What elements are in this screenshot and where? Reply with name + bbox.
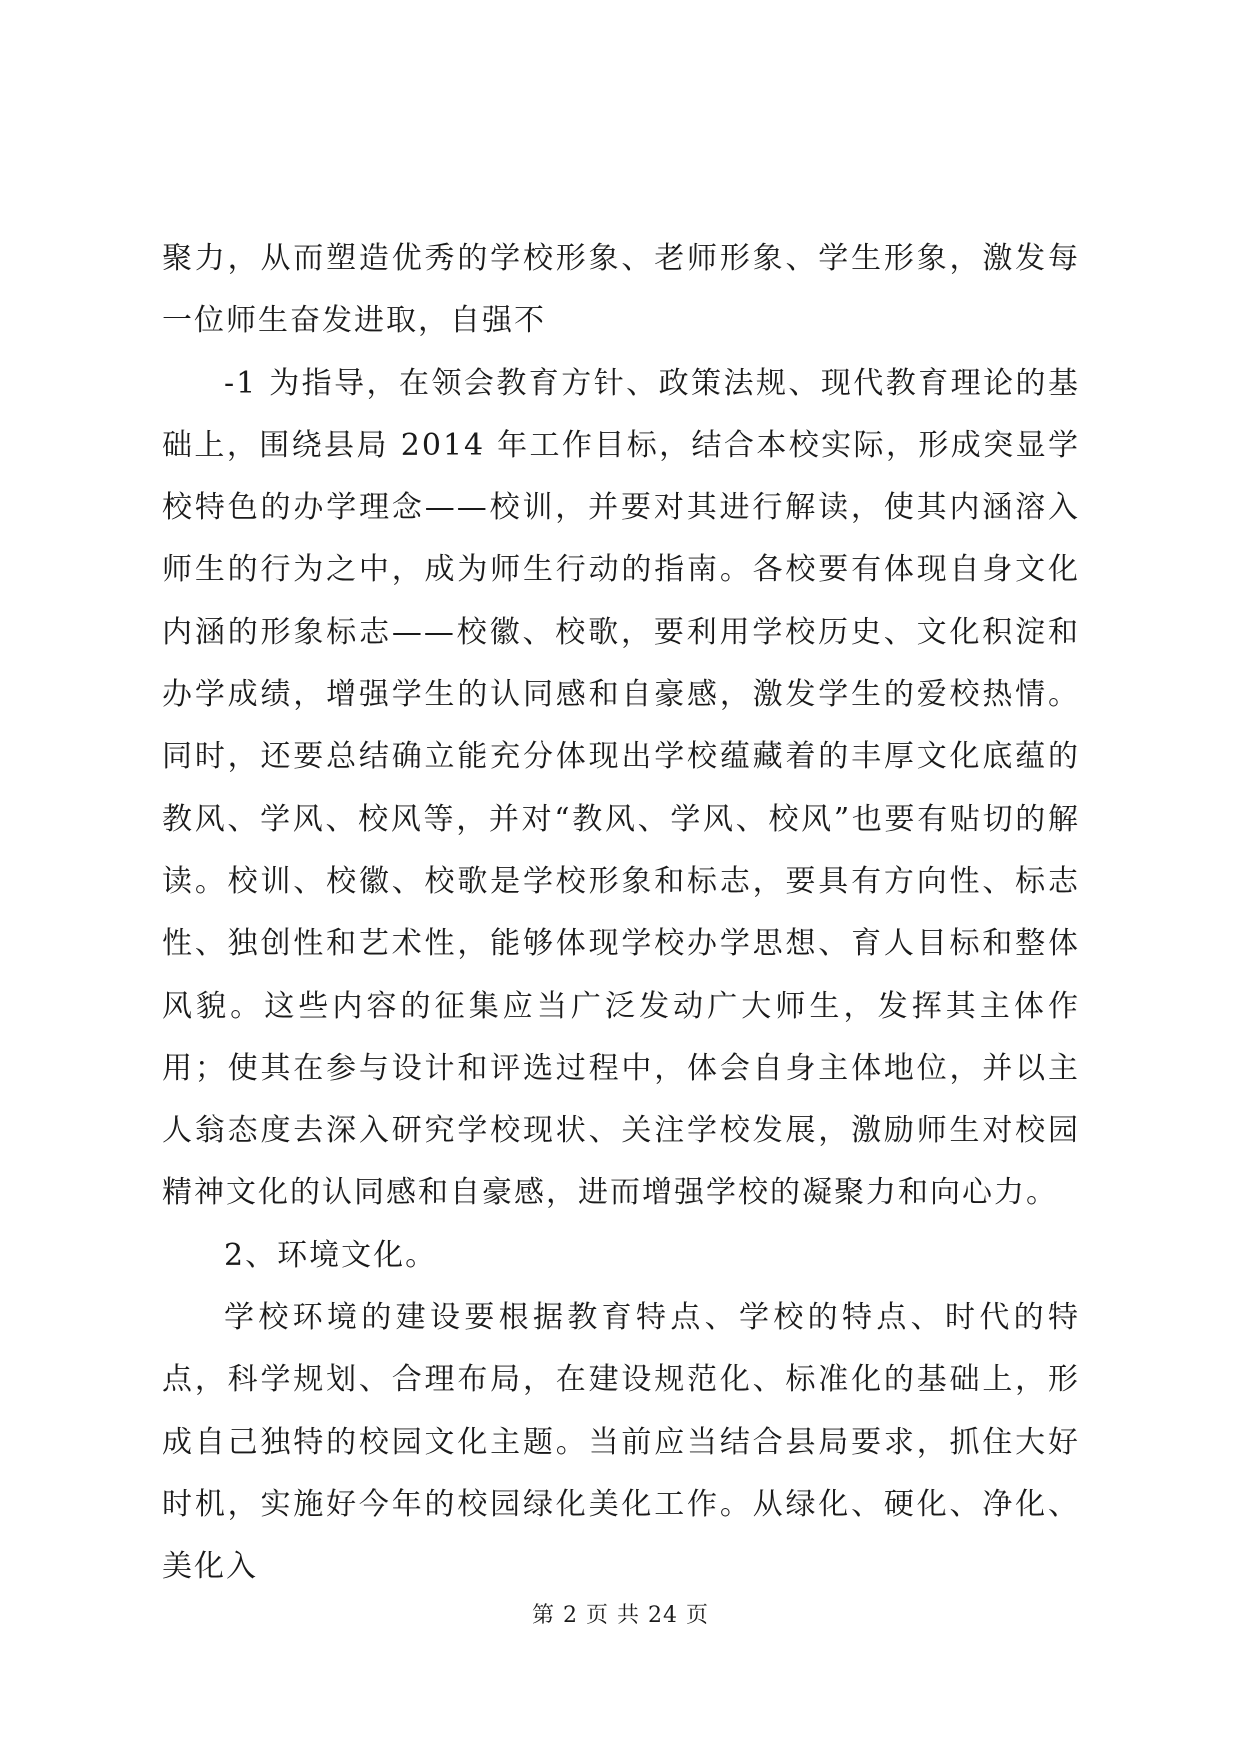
paragraph-2: -1 为指导，在领会教育方针、政策法规、现代教育理论的基础上，围绕县局 2014 年工作目标，结合本校实际，形成突显学校特色的办学理念——校训，并要对其进行解读，使其内涵溶入师生的行为之中，成为师生行动的指南。各校要有体现自身文化内涵的形象标志——校徽、校歌，要利用学校历史、文化积淀和办学成绩，增强学生的认同感和自豪感，激发学生的爱校热情。同时，还要总结确立能充分体现出学校蕴藏着的丰厚文化底蕴的教风、学风、校风等，并对“教风、学风、校风”也要有贴切的解读。校训、校徽、校歌是学校形象和标志，要具有方向性、标志性、独创性和艺术性，能够体现学校办学思想、育人目标和整体风貌。这些内容的征集应当广泛发动广大师生，发挥其主体作用；使其在参与设计和评选过程中，体会自身主体地位，并以主人翁态度去深入研究学校现状、关注学校发展，激励师生对校园精神文化的认同感和自豪感，进而增强学校的凝聚力和向心力。 bbox=[162, 365, 1080, 1211]
page-number-footer: 第 2 页 共 24 页 bbox=[532, 1603, 709, 1628]
paragraph-1: 聚力，从而塑造优秀的学校形象、老师形象、学生形象，激发每一位师生奋发进取，自强不 bbox=[162, 241, 1080, 339]
section-heading-environment-culture: 2、环境文化。 bbox=[224, 1237, 438, 1273]
paragraph-3: 学校环境的建设要根据教育特点、学校的特点、时代的特点，科学规划、合理布局，在建设规范化、标准化的基础上，形成自己独特的校园文化主题。当前应当结合县局要求，抓住大好时机，实施好今年的校园绿化美化工作。从绿化、硬化、净化、美化入 bbox=[162, 1300, 1080, 1585]
document-body bbox=[162, 228, 1080, 1599]
